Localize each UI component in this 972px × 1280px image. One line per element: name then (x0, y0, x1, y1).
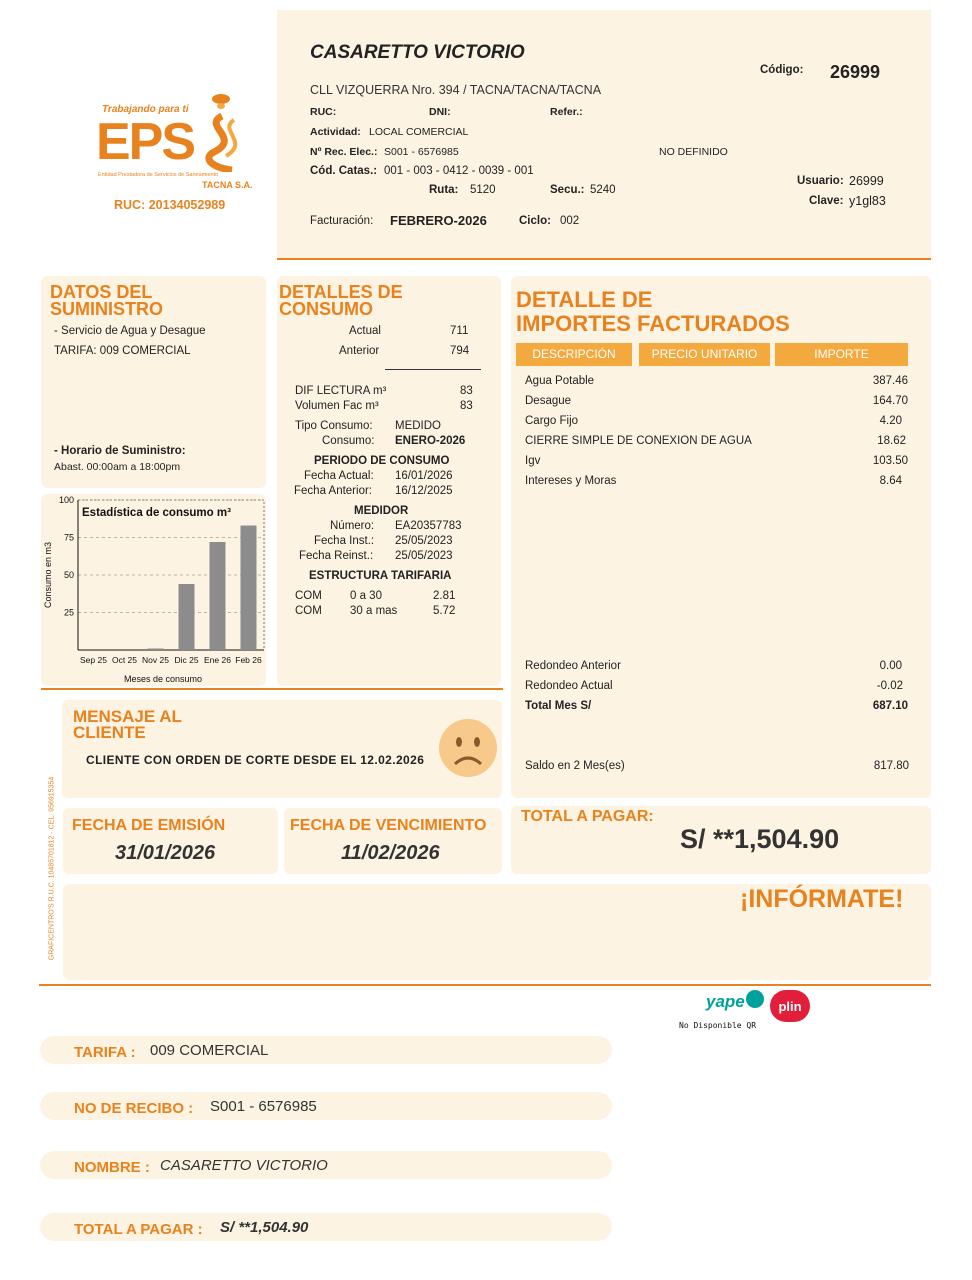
tarifa-row-2-cat: COM (295, 605, 322, 617)
qr-note: No Disponible QR (679, 1021, 757, 1030)
vencimiento-value: 11/02/2026 (341, 842, 440, 864)
fecha-inst-value: 25/05/2023 (395, 535, 453, 547)
stub-nombre-value: CASARETTO VICTORIO (160, 1157, 328, 1174)
item-2-desc: Desague (525, 395, 572, 407)
redondeo-anterior-label: Redondeo Anterior (525, 660, 621, 672)
clave-label: Clave: (809, 195, 844, 207)
stub-tarifa-value: 009 COMERCIAL (150, 1042, 269, 1059)
usuario-value: 26999 (849, 174, 884, 188)
rec-elec-value: S001 - 6576985 (384, 146, 459, 158)
tipo-label: Tipo Consumo: (295, 420, 373, 432)
rec-elec-label: Nº Rec. Elec.: (310, 146, 378, 158)
actual-value: 711 (450, 325, 469, 337)
importes-title-2: IMPORTES FACTURADOS (516, 311, 790, 336)
saldo-label: Saldo en 2 Mes(es) (525, 760, 625, 772)
chart-xtick-label: Nov 25 (142, 655, 169, 665)
customer-name: CASARETTO VICTORIO (310, 42, 525, 63)
mensaje-title-1: MENSAJE AL (73, 707, 182, 726)
periodo-title: PERIODO DE CONSUMO (314, 455, 450, 467)
item-1-desc: Agua Potable (525, 375, 595, 387)
stub-recibo-label: NO DE RECIBO : (74, 1100, 194, 1117)
consumo-value: ENERO-2026 (395, 435, 466, 447)
facturacion-label: Facturación: (310, 215, 374, 227)
stub-total-label: TOTAL A PAGAR : (74, 1221, 203, 1238)
total-value: S/ **1,504.90 (680, 824, 840, 854)
chart-bar (179, 584, 195, 650)
chart-x-label: Meses de consumo (123, 674, 203, 684)
estructura-title: ESTRUCTURA TARIFARIA (309, 570, 452, 582)
total-mes-value: 687.10 (872, 700, 908, 712)
sad-face-icon (437, 717, 499, 779)
tarifa-text: TARIFA: 009 COMERCIAL (54, 345, 191, 357)
chart-ytick-label: 75 (63, 532, 74, 543)
refer-label: Refer.: (550, 106, 583, 118)
logo-tagline: Trabajando para ti (102, 104, 189, 115)
fecha-reinst-value: 25/05/2023 (395, 550, 453, 562)
servicio-text: - Servicio de Agua y Desague (54, 325, 206, 337)
informate-title: ¡INFÓRMATE! (740, 885, 904, 913)
codigo-value: 26999 (830, 62, 881, 82)
fecha-anterior-label: Fecha Anterior: (294, 485, 372, 497)
mensaje-text: CLIENTE CON ORDEN DE CORTE DESDE EL 12.02.2026 (86, 753, 425, 767)
chart-ytick-label: 50 (63, 570, 74, 580)
item-2-amount: 164.70 (872, 395, 908, 407)
fecha-inst-label: Fecha Inst.: (314, 535, 375, 547)
col-importe: IMPORTE (775, 343, 908, 366)
tarifa-row-1-cat: COM (295, 590, 322, 602)
numero-value: EA20357783 (395, 520, 462, 532)
chart-bar (148, 649, 164, 651)
logo-subtitle: Entidad Prestadora de Servicios de Saneamiento (98, 172, 219, 178)
consumo-title-1: DETALLES DE (279, 282, 403, 302)
item-4-desc: CIERRE SIMPLE DE CONEXION DE AGUA (525, 435, 752, 447)
yape-logo (704, 990, 766, 1018)
ciclo-value: 002 (560, 215, 580, 227)
plin-text: plin (778, 999, 802, 1014)
logo-drop-icon (210, 92, 232, 110)
consumption-chart (38, 492, 270, 688)
chart-ytick-label: 25 (63, 607, 74, 618)
header-divider (277, 258, 931, 260)
logo-wave-icon (192, 112, 252, 172)
bottom-divider (39, 984, 931, 986)
fecha-reinst-label: Fecha Reinst.: (299, 550, 374, 562)
item-1-amount: 387.46 (872, 375, 908, 387)
chart-xtick-label: Dic 25 (174, 655, 199, 665)
stub-nombre-row (40, 1151, 612, 1179)
dif-label: DIF LECTURA m³ (295, 385, 387, 397)
item-6-desc: Intereses y Moras (525, 475, 617, 487)
item-3-desc: Cargo Fijo (525, 415, 579, 427)
printer-side-text: GRAFICENTRO'S R.U.C. 10485701812 - CEL. 956915354 (48, 776, 56, 961)
item-5-amount: 103.50 (872, 455, 908, 467)
col-descripcion: DESCRIPCIÓN (516, 343, 632, 366)
chart-xtick-label: Sep 25 (80, 655, 107, 665)
chart-bar (210, 542, 226, 650)
ruc-label: RUC: (310, 106, 337, 118)
vol-label: Volumen Fac m³ (295, 400, 379, 412)
vol-value: 83 (460, 400, 473, 412)
stub-tarifa-row (40, 1036, 612, 1064)
dif-value: 83 (460, 385, 473, 397)
plin-logo (770, 990, 810, 1022)
ruta-label: Ruta: (429, 184, 459, 196)
anterior-value: 794 (450, 345, 470, 357)
stub-tarifa-label: TARIFA : (74, 1044, 136, 1061)
item-6-amount: 8.64 (879, 475, 902, 487)
total-mes-label: Total Mes S/ (525, 700, 592, 712)
tarifa-row-1-range: 0 a 30 (350, 590, 382, 602)
secu-value: 5240 (590, 184, 616, 196)
consumo-label: Consumo: (322, 435, 375, 447)
medidor-title: MEDIDOR (354, 505, 409, 517)
chart-xtick-label: Ene 26 (204, 655, 231, 665)
stub-total-row (40, 1213, 612, 1241)
emision-value: 31/01/2026 (115, 842, 216, 864)
chart-title: Estadística de consumo m³ (82, 507, 231, 519)
total-label: TOTAL A PAGAR: (521, 808, 654, 825)
redondeo-anterior-value: 0.00 (879, 660, 902, 672)
consumo-subtotal-line (385, 369, 481, 370)
vencimiento-label: FECHA DE VENCIMIENTO (290, 817, 487, 834)
emision-label: FECHA DE EMISIÓN (72, 817, 226, 834)
tarifa-row-2-range: 30 a mas (350, 605, 398, 617)
importes-title-1: DETALLE DE (516, 287, 653, 312)
fecha-actual-value: 16/01/2026 (395, 470, 453, 482)
item-3-amount: 4.20 (879, 415, 902, 427)
horario-label: - Horario de Suministro: (54, 445, 186, 457)
address: CLL VIZQUERRA Nro. 394 / TACNA/TACNA/TACNA (310, 83, 602, 97)
ciclo-label: Ciclo: (519, 215, 551, 227)
logo (92, 92, 262, 217)
saldo-value: 817.80 (873, 760, 909, 772)
facturacion-value: FEBRERO-2026 (390, 213, 487, 228)
numero-label: Número: (330, 520, 375, 532)
fecha-actual-label: Fecha Actual: (304, 470, 374, 482)
mensaje-divider (41, 688, 503, 690)
chart-y-label: Consumo en m3 (43, 541, 53, 609)
ruta-value: 5120 (470, 184, 496, 196)
tarifa-row-1-price: 2.81 (433, 590, 456, 602)
horario-value: Abast. 00:00am a 18:00pm (54, 461, 181, 473)
chart-xtick-label: Oct 25 (111, 655, 138, 665)
actual-label: Actual (349, 325, 381, 337)
cod-catas-label: Cód. Catas.: (310, 165, 378, 177)
stub-total-value: S/ **1,504.90 (220, 1219, 309, 1236)
anterior-label: Anterior (339, 345, 380, 357)
col-precio-unitario: PRECIO UNITARIO (639, 343, 770, 366)
chart-ytick-label: 100 (58, 495, 74, 505)
clave-value: y1gl83 (849, 194, 886, 208)
logo-letters: EPS (96, 113, 195, 171)
stub-nombre-label: NOMBRE : (74, 1159, 150, 1176)
suministro-title-2: SUMINISTRO (50, 299, 164, 319)
redondeo-actual-value: -0.02 (876, 680, 903, 692)
tarifa-row-2-price: 5.72 (433, 605, 456, 617)
secu-label: Secu.: (550, 184, 585, 196)
cod-catas-value: 001 - 003 - 0412 - 0039 - 001 (384, 165, 534, 177)
yape-badge-icon (746, 990, 764, 1008)
actividad-value: LOCAL COMERCIAL (369, 126, 469, 138)
yape-text: yape (706, 992, 745, 1011)
logo-ruc: RUC: 20134052989 (114, 198, 226, 212)
chart-bar (241, 526, 257, 651)
item-5-desc: Igv (525, 455, 541, 467)
dni-label: DNI: (429, 106, 451, 118)
chart-xtick-label: Feb 26 (235, 655, 262, 665)
consumo-title-2: CONSUMO (279, 299, 373, 319)
no-definido: NO DEFINIDO (659, 146, 728, 158)
mensaje-title-2: CLIENTE (73, 723, 146, 742)
stub-recibo-value: S001 - 6576985 (210, 1098, 317, 1115)
fecha-anterior-value: 16/12/2025 (395, 485, 453, 497)
redondeo-actual-label: Redondeo Actual (525, 680, 613, 692)
stub-recibo-row (40, 1092, 612, 1120)
codigo-label: Código: (760, 64, 804, 76)
logo-city: TACNA S.A. (202, 180, 253, 190)
item-4-amount: 18.62 (877, 435, 906, 447)
usuario-label: Usuario: (797, 175, 844, 187)
tipo-value: MEDIDO (395, 420, 441, 432)
actividad-label: Actividad: (310, 126, 361, 138)
suministro-title-1: DATOS DEL (50, 282, 153, 302)
